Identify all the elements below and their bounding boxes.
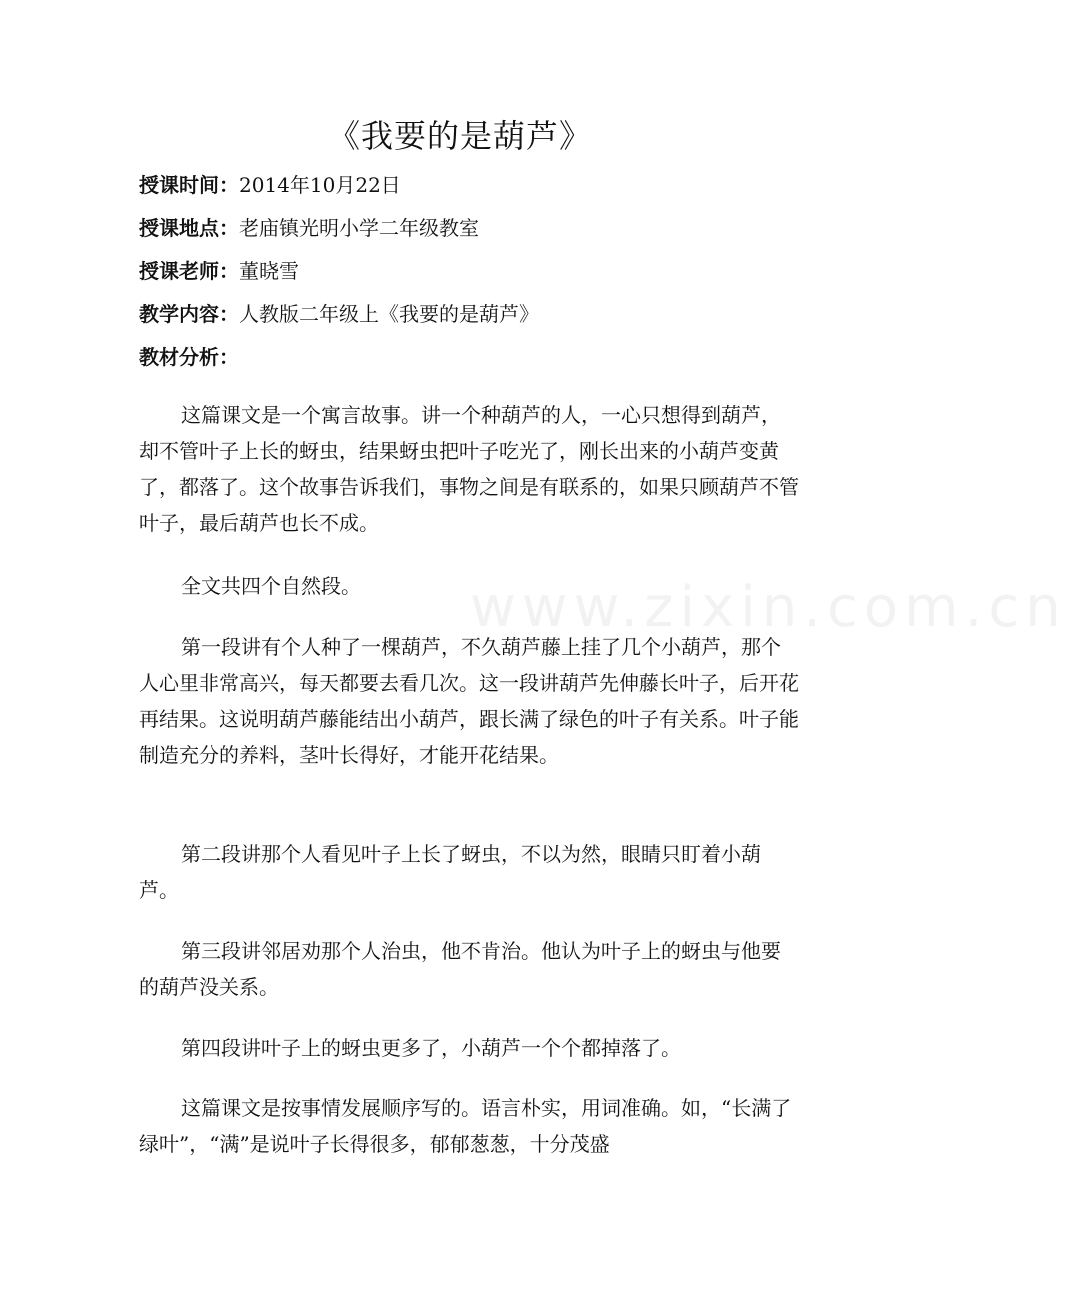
paragraph-language: 这篇课文是按事情发展顺序写的。语言朴实，用词准确。如，“长满了绿叶”，“满”是说叶子长得很多，郁郁葱葱，十分茂盛 [139, 1096, 792, 1156]
paragraph-section-1: 第一段讲有个人种了一棵葫芦，不久葫芦藤上挂了几个小葫芦，那个人心里非常高兴，每天都要去看几次。这一段讲葫芦先伸藤长叶子，后开花再结果。这说明葫芦藤能结出小葫芦，跟长满了绿色的叶子有关系。叶子能制造充分的养料，茎叶长得好，才能开花结果。 [139, 635, 799, 767]
paragraph-section-3: 第三段讲邻居劝那个人治虫，他不肯治。他认为叶子上的蚜虫与他要的葫芦没关系。 [139, 939, 781, 999]
meta-analysis [139, 342, 239, 372]
meta-time-value: 2014年10月22日 [239, 173, 401, 197]
meta-time [139, 170, 401, 200]
paragraph-section-2: 第二段讲那个人看见叶子上长了蚜虫，不以为然，眼睛只盯着小葫芦。 [139, 842, 761, 902]
paragraph-structure: 全文共四个自然段。 [181, 574, 361, 598]
meta-content-label: 教学内容： [139, 302, 239, 326]
meta-analysis-label: 教材分析： [139, 345, 239, 369]
meta-teacher-value: 董晓雪 [239, 259, 299, 283]
paragraph-section-4: 第四段讲叶子上的蚜虫更多了，小葫芦一个个都掉落了。 [181, 1036, 681, 1060]
document-title: 《我要的是葫芦》 [327, 117, 592, 155]
meta-location-label: 授课地点： [139, 216, 239, 240]
paragraph-summary: 这篇课文是一个寓言故事。讲一个种葫芦的人，一心只想得到葫芦，却不管叶子上长的蚜虫，结果蚜虫把叶子吃光了，刚长出来的小葫芦变黄了，都落了。这个故事告诉我们，事物之间是有联系的，如果只顾葫芦不管叶子，最后葫芦也长不成。 [139, 403, 799, 535]
meta-teacher [139, 256, 299, 286]
meta-teacher-label: 授课老师： [139, 259, 239, 283]
meta-content [139, 299, 539, 329]
meta-time-label: 授课时间： [139, 173, 239, 197]
meta-content-value: 人教版二年级上《我要的是葫芦》 [239, 302, 539, 326]
meta-location [139, 213, 479, 243]
watermark: www.zixin.com.cn [470, 575, 1067, 640]
meta-location-value: 老庙镇光明小学二年级教室 [239, 216, 479, 240]
